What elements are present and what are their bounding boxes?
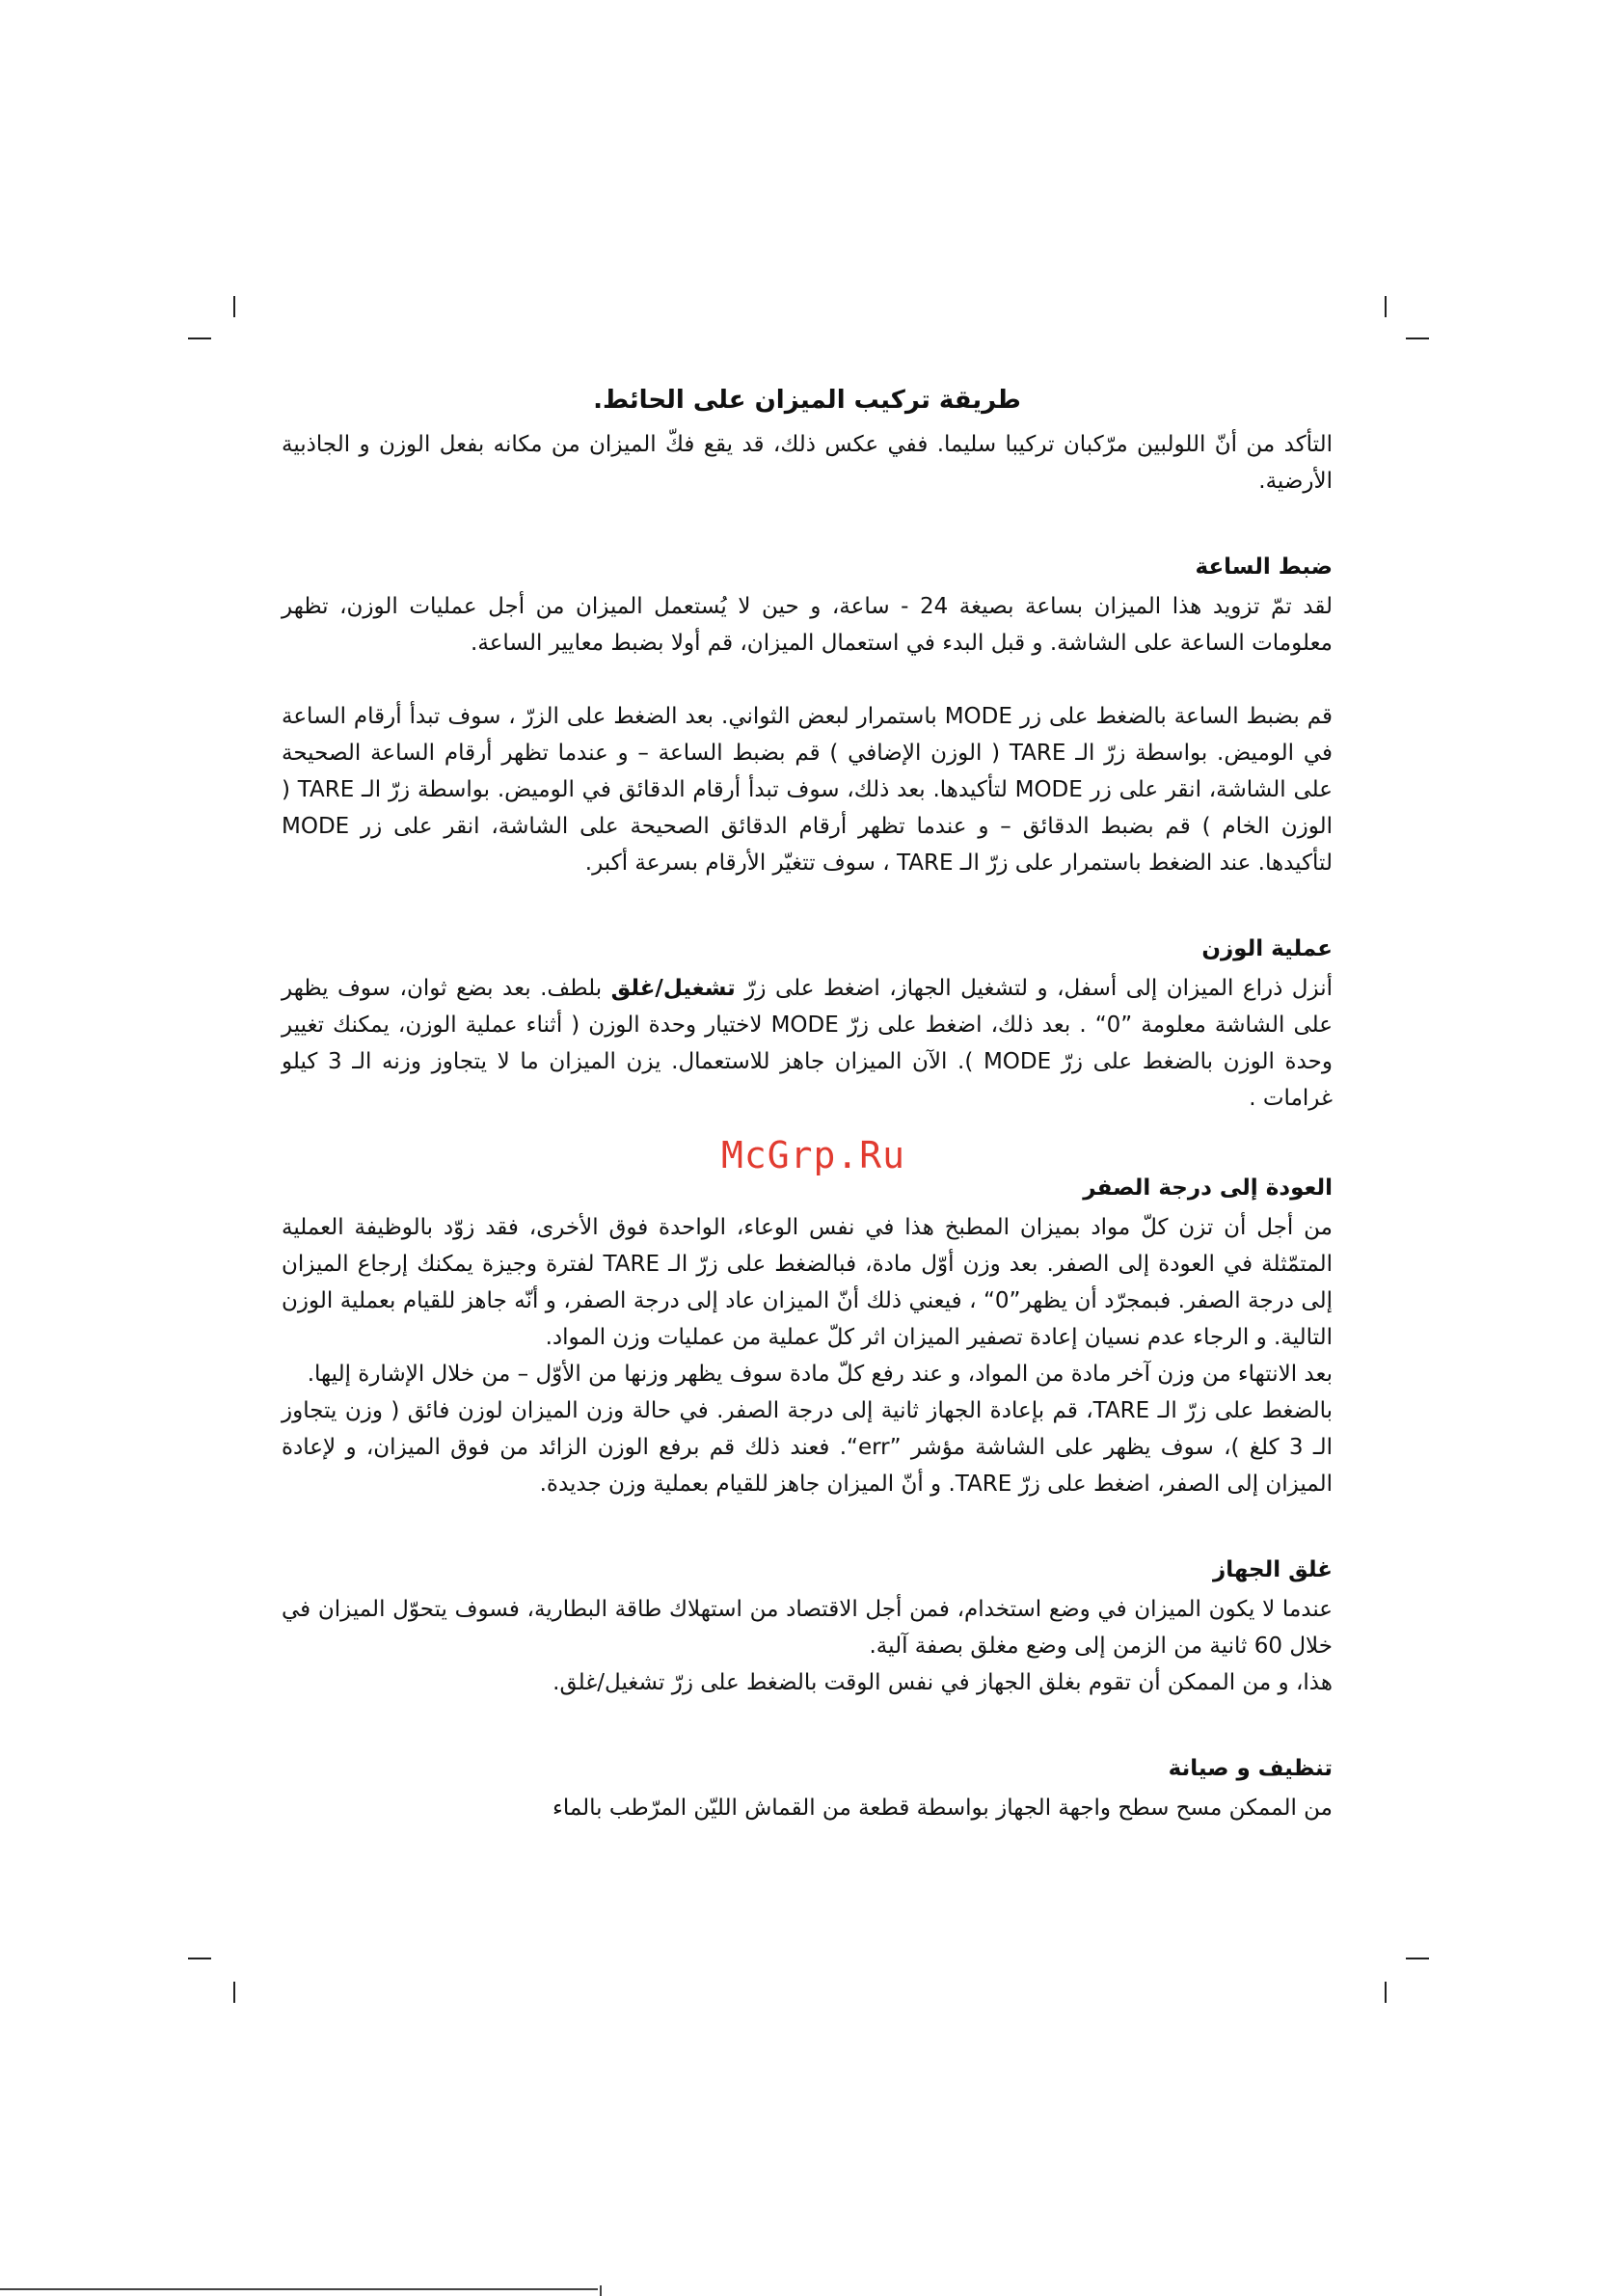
crop-mark-bottom-left-horizontal — [188, 1958, 211, 1959]
crop-mark-bottom-right-vertical — [1385, 1982, 1387, 2003]
off-paragraph-1: عندما لا يكون الميزان في وضع استخدام، فمن أجل الاقتصاد من استهلاك طاقة البطارية، فسوف يتحوّل الميزان في خلال 60 ثانية من الزمن إلى وضع مغلق بصفة آلية. — [282, 1597, 1333, 1659]
tare-heading: العودة إلى درجة الصفر — [1083, 1175, 1333, 1201]
watermark: McGrp.Ru — [721, 1134, 906, 1176]
weighing-heading: عملية الوزن — [1201, 936, 1333, 961]
clock-paragraph-2: قم بضبط الساعة بالضغط على زر MODE باستمرار لبعض الثواني. بعد الضغط على الزرّ ، سوف تبدأ أرقام الساعة في الوميض. بواسطة زرّ الـ TARE ( الوزن الإضافي ) قم بضبط الساعة – و عندما تظهر أرقام الساعة الصحيحة على الشاشة، انقر على زر MODE لتأكيدها. بعد ذلك، سوف تبدأ أرقام الدقائق في الوميض. بواسطة زرّ الـ TARE ( الوزن الخام ) قم بضبط الدقائق – و عندما تظهر أرقام الدقائق الصحيحة على الشاشة، انقر على زر MODE لتأكيدها. عند الضغط باستمرار على زرّ الـ TARE ، سوف تتغيّر الأرقام بسرعة أكبر. — [282, 704, 1333, 876]
power-button-label: تشغيل/غلق — [610, 976, 736, 1001]
weighing-text-start: أنزل ذراع الميزان إلى أسفل، و لتشغيل الجهاز، اضغط على زرّ — [735, 976, 1334, 1001]
cleaning-paragraph: من الممكن مسح سطح واجهة الجهاز بواسطة قطعة من القماش الليّن المرّطب بالماء — [552, 1796, 1333, 1821]
clock-paragraph-1: لقد تمّ تزويد هذا الميزان بساعة بصيغة 24 - ساعة، و حين لا يُستعمل الميزان من أجل عمليات الوزن، تظهر معلومات الساعة على الشاشة. و قبل البدء في استعمال الميزان، قم أولا بضبط معايير الساعة. — [282, 594, 1333, 656]
weighing-text-end: بلطف. بعد بضع ثوان، سوف يظهر على الشاشة معلومة ”0“ . بعد ذلك، اضغط على زرّ MODE لاختيار وحدة الوزن ( أثناء عملية الوزن، يمكنك تغيير وحدة الوزن بالضغط على زرّ MODE ). الآن الميزان جاهز للاستعمال. يزن الميزان ما لا يتجاوز وزنه الـ 3 كيلو غرامات . — [282, 976, 1333, 1111]
crop-mark-bottom-left-vertical — [233, 1982, 235, 2003]
tare-paragraph-1: من أجل أن تزن كلّ مواد بميزان المطبخ هذا في نفس الوعاء، الواحدة فوق الأخرى، فقد زوّد بالوظيفة العملية المتمّثلة في العودة إلى الصفر. بعد وزن أوّل مادة، فبالضغط على زرّ الـ TARE لفترة وجيزة يمكنك إرجاع الميزان إلى درجة الصفر. فبمجرّد أن يظهر”0“ ، فيعني ذلك أنّ الميزان عاد إلى درجة الصفر، و أنّه جاهز للقيام بعملية الوزن التالية. و الرجاء عدم نسيان إعادة تصفير الميزان اثر كلّ عملية من عمليات وزن المواد. — [282, 1215, 1333, 1350]
weighing-paragraph — [282, 970, 1333, 1117]
tare-paragraph-3: بالضغط على زرّ الـ TARE، قم بإعادة الجهاز ثانية إلى درجة الصفر. في حالة وزن الميزان لوزن فائق ( وزن يتجاوز الـ 3 كلغ )، سوف يظهر على الشاشة مؤشر ”err“. فعند ذلك قم برفع الوزن الزائد من فوق الميزان، و لإعادة الميزان إلى الصفر، اضغط على زرّ TARE. و أنّ الميزان جاهز للقيام بعملية وزن جديدة. — [282, 1398, 1333, 1497]
document-body — [282, 386, 1333, 1826]
crop-mark-top-left-horizontal — [188, 338, 211, 339]
bottom-tick — [600, 2285, 602, 2296]
crop-mark-top-left-vertical — [233, 296, 235, 317]
intro-paragraph: التأكد من أنّ اللولبين مرّكبان تركيبا سليما. ففي عكس ذلك، قد يقع فكّ الميزان من مكانه بفعل الوزن و الجاذبية الأرضية. — [282, 432, 1333, 494]
off-heading: غلق الجهاز — [1213, 1557, 1333, 1582]
off-paragraph-2: هذا، و من الممكن أن تقوم بغلق الجهاز في نفس الوقت بالضغط على زرّ تشغيل/غلق. — [552, 1670, 1333, 1695]
tare-paragraph-2: بعد الانتهاء من وزن آخر مادة من المواد، و عند رفع كلّ مادة سوف يظهر وزنها من الأوّل – من خلال الإشارة إليها. — [307, 1362, 1333, 1387]
page-title: طريقة تركيب الميزان على الحائط. — [593, 386, 1021, 415]
bottom-rule — [0, 2288, 598, 2290]
crop-mark-top-right-vertical — [1385, 296, 1387, 317]
clock-heading: ضبط الساعة — [1195, 554, 1333, 580]
crop-mark-top-right-horizontal — [1406, 338, 1429, 339]
crop-mark-bottom-right-horizontal — [1406, 1958, 1429, 1959]
cleaning-heading: تنظيف و صيانة — [1168, 1756, 1333, 1781]
